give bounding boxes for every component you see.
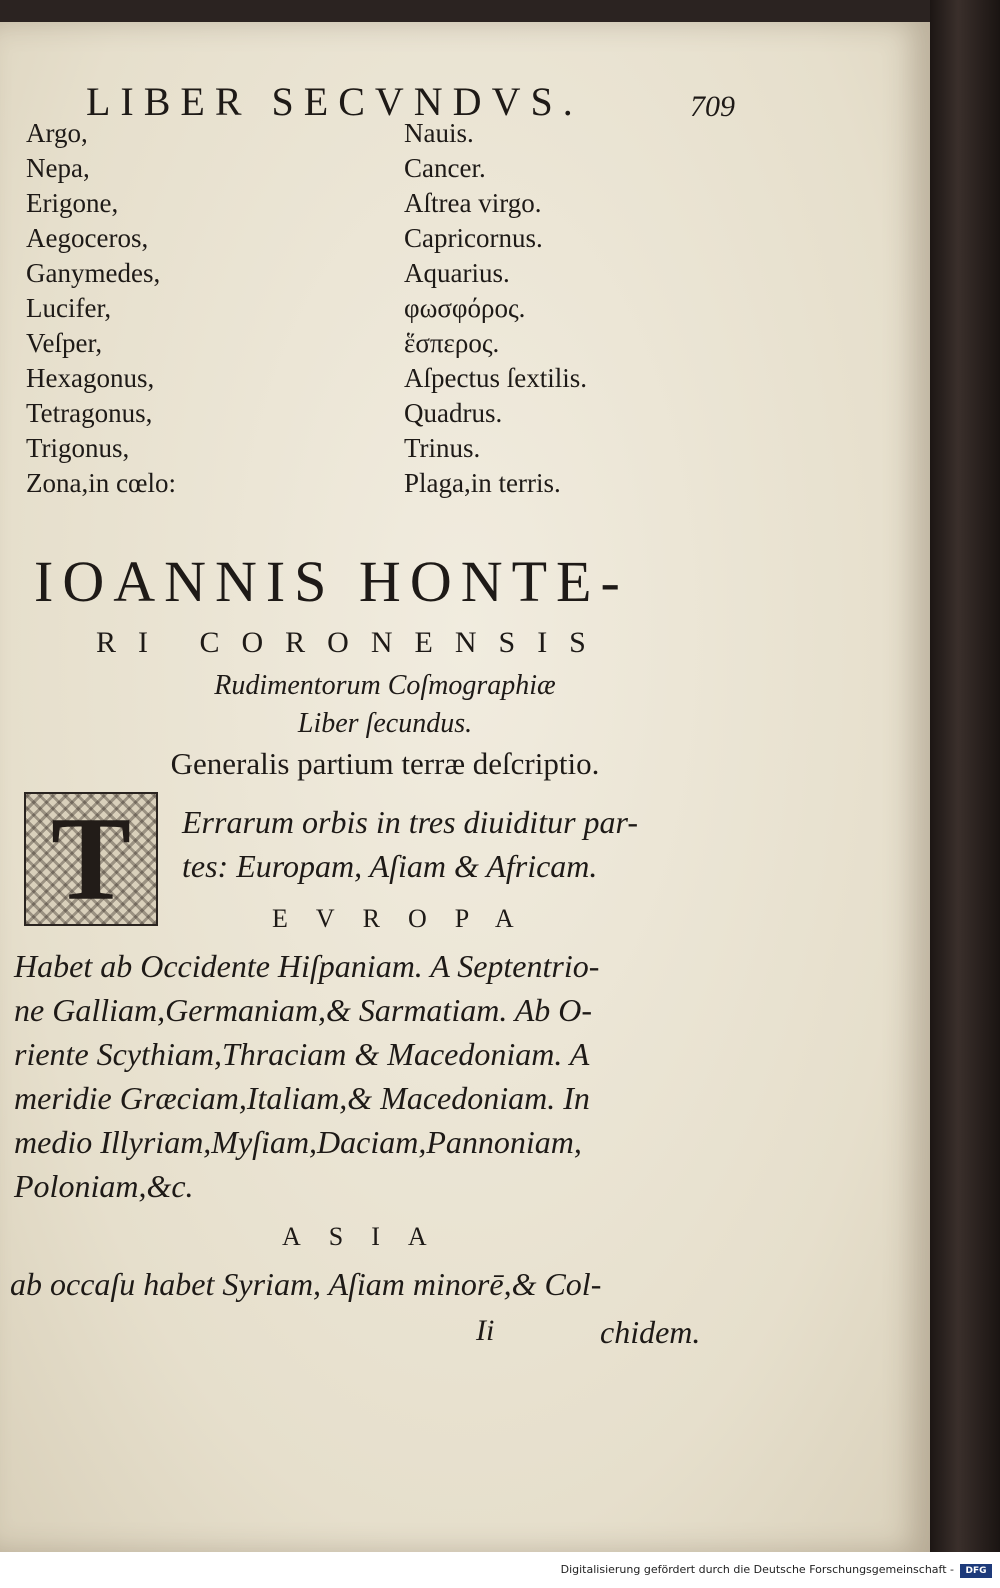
glossary-equivalent: Nauis. — [404, 118, 474, 148]
intro-paragraph — [182, 800, 742, 888]
europa-heading: EVROPA — [272, 904, 542, 933]
decorated-initial — [24, 792, 158, 926]
europa-line: Habet ab Occidente Hiſpaniam. A Septentrio- — [14, 948, 600, 984]
glossary-row — [26, 223, 666, 258]
glossary-row — [26, 293, 666, 328]
glossary-equivalent: Trinus. — [404, 433, 481, 463]
glossary-row — [26, 258, 666, 293]
europa-line: Poloniam,&c. — [14, 1168, 194, 1204]
glossary-equivalent: Aquarius. — [404, 258, 510, 288]
glossary-row — [26, 433, 666, 468]
europa-line: meridie Græciam,Italiam,& Macedoniam. In — [14, 1080, 590, 1116]
dfg-logo[interactable]: DFG — [960, 1564, 992, 1578]
europa-line: medio Illyriam,Myſiam,Daciam,Pannoniam, — [14, 1124, 582, 1160]
asia-heading: ASIA — [282, 1222, 455, 1251]
glossary-latin-term: Ganymedes, — [26, 258, 161, 288]
europa-line: riente Scythiam,Thraciam & Macedoniam. A — [14, 1036, 590, 1072]
intro-line: Errarum orbis in tres diuiditur par- — [182, 804, 638, 840]
glossary-equivalent: Aſpectus ſextilis. — [404, 363, 587, 393]
initial-letter: T — [50, 792, 132, 925]
glossary-latin-term: Nepa, — [26, 153, 90, 183]
glossary-row — [26, 363, 666, 398]
glossary-row — [26, 153, 666, 188]
intro-line: tes: Europam, Aſiam & Africam. — [182, 848, 598, 884]
catchword: chidem. — [600, 1314, 701, 1350]
funding-notice[interactable]: Digitalisierung gefördert durch die Deutsche Forschungsgemeinschaft - — [560, 1563, 954, 1576]
europa-paragraph — [14, 944, 744, 1208]
glossary-equivalent: ἕσπερος. — [404, 328, 500, 358]
asia-paragraph — [10, 1262, 740, 1306]
asia-line: ab occaſu habet Syriam, Aſiam minorē,& Col- — [10, 1266, 602, 1302]
signature-mark: Ii — [476, 1314, 495, 1347]
glossary-equivalent: Quadrus. — [404, 398, 503, 428]
footer-bar — [0, 1552, 1000, 1588]
glossary-latin-term: Tetragonus, — [26, 398, 153, 428]
glossary-latin-term: Veſper, — [26, 328, 103, 358]
glossary-row — [26, 188, 666, 223]
glossary-latin-term: Zona,in cœlo: — [26, 468, 176, 498]
title-line-3: Rudimentorum Coſmographiæ — [214, 670, 556, 701]
title-line-4: Liber ſecundus. — [297, 708, 473, 739]
glossary-equivalent: Cancer. — [404, 153, 486, 183]
glossary-latin-term: Aegoceros, — [26, 223, 149, 253]
glossary-latin-term: Erigone, — [26, 188, 119, 218]
glossary-latin-term: Argo, — [26, 118, 88, 148]
glossary-equivalent: φωσφόρος. — [404, 293, 526, 323]
title-line-2: RI CORONENSIS — [96, 626, 608, 659]
glossary-equivalent: Plaga,in terris. — [404, 468, 561, 498]
glossary-row — [26, 468, 666, 503]
book-spine — [930, 0, 1000, 1560]
europa-line: ne Galliam,Germaniam,& Sarmatiam. Ab O- — [14, 992, 593, 1028]
page-number: 709 — [690, 90, 735, 123]
glossary-row — [26, 398, 666, 433]
glossary-equivalent: Aſtrea virgo. — [404, 188, 542, 218]
glossary-latin-term: Lucifer, — [26, 293, 112, 323]
glossary-latin-term: Trigonus, — [26, 433, 130, 463]
glossary-row — [26, 118, 666, 153]
glossary-table — [26, 118, 666, 503]
glossary-row — [26, 328, 666, 363]
glossary-latin-term: Hexagonus, — [26, 363, 155, 393]
glossary-equivalent: Capricornus. — [404, 223, 543, 253]
title-line-1: IOANNIS HONTE- — [34, 549, 629, 614]
title-line-5: Generalis partium terræ deſcriptio. — [170, 746, 600, 781]
running-head: LIBER SECVNDVS. — [86, 79, 583, 124]
